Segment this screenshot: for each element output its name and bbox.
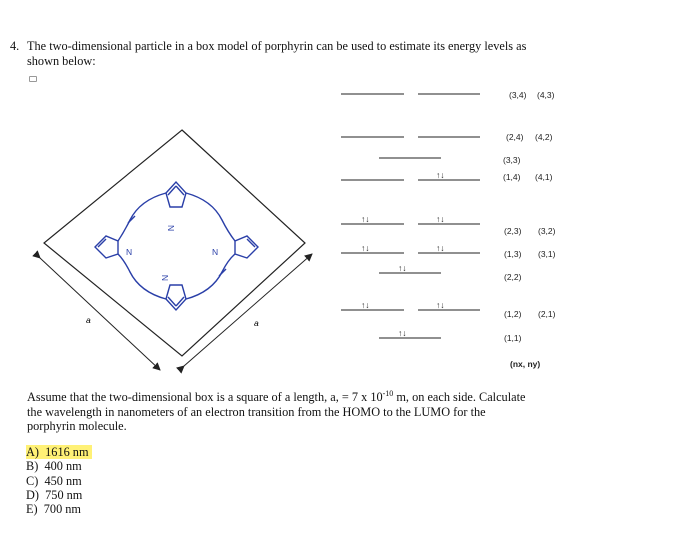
svg-text:N: N [160, 274, 170, 281]
level-label: (4,1) [535, 172, 553, 182]
electron-pairs [361, 170, 445, 338]
porphyrin-molecule [95, 182, 258, 310]
question-number: 4. [10, 39, 20, 53]
answer-choices [26, 445, 92, 516]
choice-a[interactable]: A) 1616 nm [26, 445, 92, 459]
prompt-text [27, 387, 527, 434]
side-label-left: a [86, 315, 91, 325]
question-text: The two-dimensional particle in a box model of porphyrin can be used to estimate its energy levels as shown below: [27, 39, 527, 68]
level-label: (3,1) [538, 249, 556, 259]
nitrogen-labels [126, 225, 218, 281]
svg-text:N: N [166, 225, 176, 232]
electron-pair: ↑↓ [436, 214, 445, 224]
svg-text:N: N [126, 247, 133, 257]
choice-c[interactable]: C) 450 nm [26, 473, 82, 488]
side-label-right: a [254, 318, 259, 328]
level-label: (2,4) [506, 132, 524, 142]
level-label: (2,3) [504, 226, 522, 236]
level-label: (2,1) [538, 309, 556, 319]
box-square [44, 130, 305, 356]
level-label: (3,4) [509, 90, 527, 100]
level-labels [503, 90, 556, 369]
electron-pair: ↑↓ [436, 243, 445, 253]
level-label: (1,2) [504, 309, 522, 319]
level-label: (4,3) [537, 90, 555, 100]
axis-label: (nx, ny) [510, 359, 541, 369]
prompt-after: m, on each side. Calculate the wavelength in nanometers of an electron transition from the HOMO to the LUMO for the porphyrin molecule. [27, 390, 526, 434]
level-label: (3,3) [503, 155, 521, 165]
level-label: (3,2) [538, 226, 556, 236]
choice-b[interactable]: B) 400 nm [26, 459, 82, 474]
choice-e[interactable]: E) 700 nm [26, 502, 81, 517]
level-label: (1,4) [503, 172, 521, 182]
electron-pair: ↑↓ [436, 170, 445, 180]
dimension-arrow-right [184, 254, 312, 366]
prompt-before: Assume that the two-dimensional box is a square of a length, a, = 7 x 10 [27, 390, 383, 405]
electron-pair: ↑↓ [398, 328, 407, 338]
dimension-arrow-left [40, 258, 160, 370]
level-label: (2,2) [504, 272, 522, 282]
svg-text:N: N [212, 247, 219, 257]
electron-pair: ↑↓ [361, 214, 370, 224]
prompt-exponent: -10 [382, 389, 394, 398]
electron-pair: ↑↓ [398, 263, 407, 273]
electron-pair: ↑↓ [436, 300, 445, 310]
electron-pair: ↑↓ [361, 243, 370, 253]
electron-pair: ↑↓ [361, 300, 370, 310]
level-label: (4,2) [535, 132, 553, 142]
choice-d[interactable]: D) 750 nm [26, 487, 83, 502]
level-label: (1,3) [504, 249, 522, 259]
level-label: (1,1) [504, 333, 522, 343]
